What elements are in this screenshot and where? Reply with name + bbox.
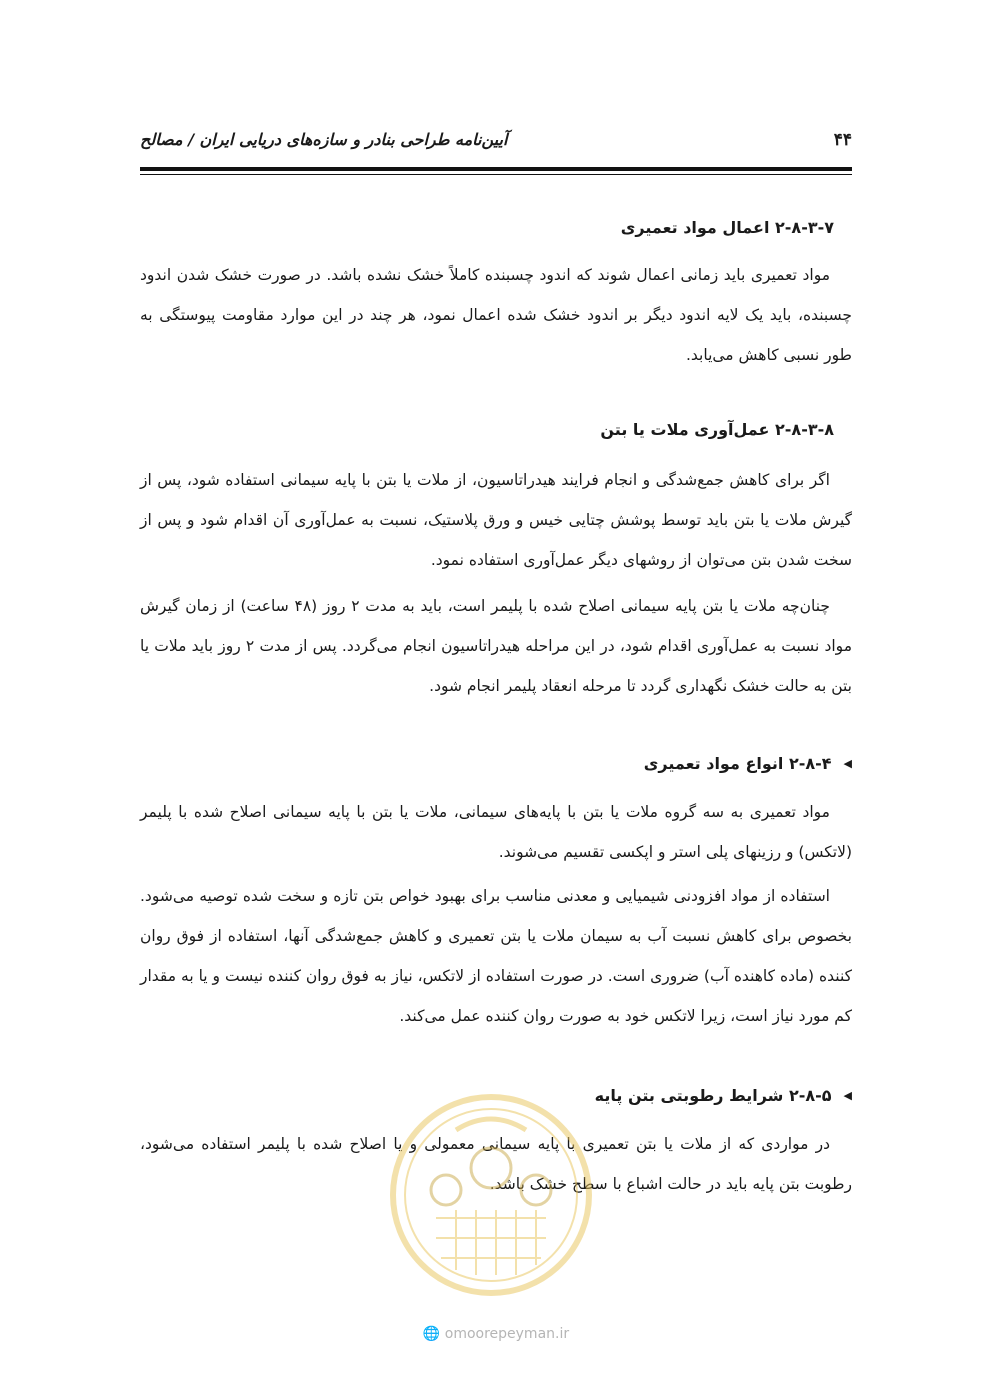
watermark-seal-logo	[386, 1090, 596, 1300]
page-header	[140, 128, 852, 162]
bullet-triangle-icon: ◀	[843, 1089, 852, 1102]
section-heading-2-8-4-label: ۲-۸-۴ انواع مواد تعمیری	[643, 754, 832, 773]
paragraph-2-8-3-8-a: اگر برای کاهش جمع‌شدگی و انجام فرایند هیدراتاسیون، از ملات یا بتن با پایه سیمانی استفاده شود، پس از گیرش ملات یا بتن باید توسط پوشش چتایی خیس و ورق پلاستیک، نسبت به عمل‌آوری آن اقدام شود و پس از سخت شدن بتن می‌توان از روشهای دیگر عمل‌آوری استفاده نمود.	[140, 471, 852, 569]
bullet-triangle-icon: ◀	[843, 757, 852, 770]
section-heading-2-8-3-8: ۲-۸-۳-۸ عمل‌آوری ملات یا بتن	[600, 420, 834, 439]
section-heading-2-8-5	[595, 1086, 852, 1105]
page-number: ۴۴	[833, 130, 852, 150]
paragraph-2-8-4-b: استفاده از مواد افزودنی شیمیایی و معدنی مناسب برای بهبود خواص بتن تازه و سخت شده توصیه می‌شود. بخصوص برای کاهش نسبت آب به سیمان ملات یا بتن تعمیری و کاهش جمع‌شدگی آنها، استفاده از فوق روان کننده (ماده کاهنده آب) ضروری است. در صورت استفاده از لاتکس، نیاز به فوق روان کننده نیست و یا به مقدار کم مورد نیاز است، زیرا لاتکس خود به صورت روان کننده عمل می‌کند.	[140, 887, 852, 1025]
paragraph-2-8-3-8-b: چنان‌چه ملات یا بتن پایه سیمانی اصلاح شده با پلیمر است، باید به مدت ۲ روز (۴۸ ساعت) از زمان گیرش مواد نسبت به عمل‌آوری اقدام شود، در این مراحله هیدراتاسیون انجام می‌گردد. پس از مدت ۲ روز باید ملات یا بتن به حالت خشک نگهداری گردد تا مرحله انعقاد پلیمر انجام شود.	[140, 597, 852, 695]
website-label: omoorepeyman.ir	[444, 1326, 570, 1342]
paragraph-2-8-5: در مواردی که از ملات یا بتن تعمیری با پایه سیمانی معمولی و یا اصلاح شده با پلیمر استفاده می‌شود، رطوبت بتن پایه باید در حالت اشباع با سطح خشک باشد.	[140, 1135, 852, 1193]
running-title: آیین‌نامه طراحی بنادر و سازه‌های دریایی ایران / مصالح	[140, 130, 508, 149]
section-heading-2-8-3-7: ۲-۸-۳-۷ اعمال مواد تعمیری	[620, 218, 834, 237]
watermark-website	[0, 1326, 992, 1342]
paragraph-2-8-4-a: مواد تعمیری به سه گروه ملات یا بتن با پایه‌های سیمانی، ملات یا بتن با پایه سیمانی اصلاح شده با پلیمر (لاتکس) و رزینهای پلی استر و اپکسی تقسیم می‌شوند.	[140, 803, 852, 861]
header-rule-thick	[140, 167, 852, 171]
section-heading-2-8-4	[644, 754, 852, 773]
globe-icon: 🌐	[422, 1326, 441, 1342]
paragraph-2-8-3-7: مواد تعمیری باید زمانی اعمال شوند که اندود چسبنده کاملاً خشک نشده باشد. در صورت خشک شدن اندود چسبنده، باید یک لایه اندود دیگر بر اندود خشک شده اعمال نمود، هر چند در این موارد مقاومت پیوستگی به طور نسبی کاهش می‌یابد.	[140, 266, 852, 364]
header-rule-thin	[140, 174, 852, 175]
section-heading-2-8-5-label: ۲-۸-۵ شرایط رطوبتی بتن پایه	[594, 1086, 832, 1105]
